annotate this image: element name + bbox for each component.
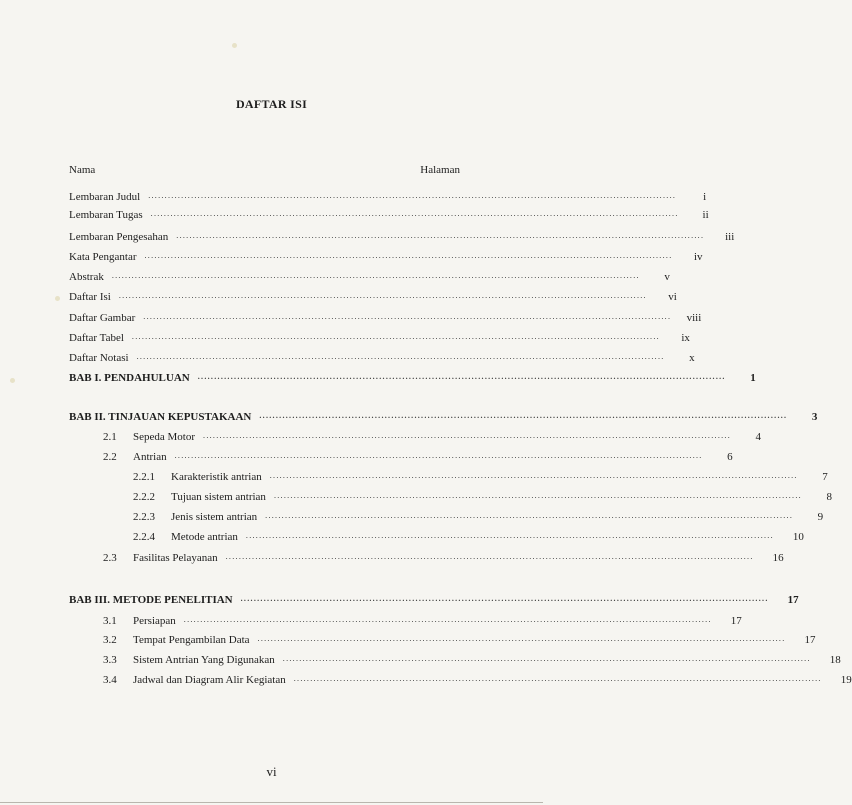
toc-entry-page: x [689,352,695,364]
toc-entry-label: Karakteristik antrian [171,471,262,483]
toc-entry [69,230,735,244]
toc-leader-dots: ................................................................................................................................................................ [111,271,640,280]
toc-entry-number: 2.2.4 [133,531,155,543]
toc-leader-dots: ................................................................................................................................................................ [240,594,769,603]
toc-leader-dots: ................................................................................................................................................................ [118,291,647,300]
toc-entry-number: 3.1 [103,615,117,627]
toc-entry-page: 10 [792,531,804,543]
toc-entry-page: ix [681,332,690,344]
toc-entry-label: Daftar Notasi [69,352,129,364]
toc-leader-dots: ................................................................................................................................................................ [269,471,798,480]
toc-entry [69,351,695,365]
toc-entry [69,208,709,222]
toc-section-entry [103,450,733,464]
toc-entry [69,331,690,345]
toc-entry-label: Lembaran Judul [69,191,141,203]
toc-entry-number: 2.2 [103,451,117,463]
toc-entry-label: Abstrak [69,271,104,283]
toc-leader-dots: ................................................................................................................................................................ [136,352,665,361]
toc-entry-label: Antrian [133,451,167,463]
toc-header-name: Nama [69,164,96,176]
toc-header-row [69,164,460,176]
toc-leader-dots: ................................................................................................................................................................ [131,332,660,341]
toc-leader-dots: ................................................................................................................................................................ [197,372,726,381]
page-number-footer: vi [266,764,277,779]
toc-entry-label: Sepeda Motor [133,431,196,443]
toc-entry [69,270,670,284]
toc-chapter-entry [69,593,799,607]
toc-entry-label: Kata Pengantar [69,251,137,263]
scan-speck [232,43,237,48]
toc-entry-label: Persiapan [133,615,176,627]
toc-subsection-entry [133,510,824,524]
toc-entry-label: Daftar Gambar [69,312,136,324]
toc-entry-label: Jadwal dan Diagram Alir Kegiatan [133,674,286,686]
toc-entry-page: ii [702,209,709,221]
toc-entry-page: iv [693,251,703,263]
toc-entry-label: Tempat Pengambilan Data [133,634,250,646]
toc-entry-number: 2.2.2 [133,491,155,503]
toc-subsection-entry [133,530,804,544]
toc-entry-page: 19 [840,674,852,686]
toc-entry [69,250,703,264]
toc-entry-page: 16 [772,552,784,564]
toc-leader-dots: ................................................................................................................................................................ [176,231,705,240]
toc-entry-page: 3 [811,411,818,423]
toc-entry-number: 2.3 [103,552,117,564]
toc-entry-page: v [664,271,670,283]
toc-entry-label: BAB II. TINJAUAN KEPUSTAKAAN [69,411,252,423]
toc-entry-number: 2.2.1 [133,471,155,483]
toc-entry-number: 3.2 [103,634,117,646]
toc-entry-page: 9 [817,511,824,523]
toc-entry [69,290,677,304]
toc-entry-page: vi [668,291,677,303]
toc-leader-dots: ................................................................................................................................................................ [143,312,672,321]
toc-entry-label: Metode antrian [171,531,238,543]
toc-leader-dots: ................................................................................................................................................................ [144,251,673,260]
toc-entry-page: 17 [787,594,799,606]
toc-entry-page: 17 [730,615,742,627]
toc-entry-page: iii [725,231,735,243]
toc-leader-dots: ................................................................................................................................................................ [174,451,703,460]
toc-leader-dots: ................................................................................................................................................................ [273,491,802,500]
toc-entry-page: 4 [755,431,762,443]
toc-leader-dots: ................................................................................................................................................................ [257,634,786,643]
toc-section-entry [103,551,784,565]
toc-leader-dots: ................................................................................................................................................................ [148,191,677,200]
toc-entry-page: viii [686,312,702,324]
toc-leader-dots: ................................................................................................................................................................ [259,411,788,420]
scan-speck [10,378,15,383]
toc-section-entry [103,653,841,667]
toc-chapter-entry [69,371,756,385]
toc-leader-dots: ................................................................................................................................................................ [183,615,712,624]
toc-entry-label: Daftar Isi [69,291,111,303]
toc-entry-page: i [703,191,707,203]
toc-header-page: Halaman [420,164,460,176]
toc-entry-page: 1 [750,372,756,384]
toc-entry-label: Fasilitas Pelayanan [133,552,218,564]
toc-leader-dots: ................................................................................................................................................................ [282,654,811,663]
toc-leader-dots: ................................................................................................................................................................ [225,552,754,561]
toc-entry-number: 2.2.3 [133,511,155,523]
toc-entry-label: Tujuan sistem antrian [171,491,266,503]
toc-entry-label: Daftar Tabel [69,332,124,344]
toc-chapter-entry [69,410,818,424]
toc-entry-label: Lembaran Tugas [69,209,143,221]
toc-subsection-entry [133,470,828,484]
toc-entry [69,190,707,204]
toc-entry-page: 6 [727,451,733,463]
toc-entry-page: 18 [829,654,841,666]
toc-section-entry [103,614,742,628]
toc-section-entry [103,430,762,444]
toc-section-entry [103,633,816,647]
toc-leader-dots: ................................................................................................................................................................ [203,431,732,440]
toc-entry-label: BAB I. PENDAHULUAN [69,372,190,384]
toc-entry-number: 2.1 [103,431,117,443]
page-title: DAFTAR ISI [235,97,308,111]
toc-entry-label: Lembaran Pengesahan [69,231,169,243]
toc-entry-label: Jenis sistem antrian [171,511,258,523]
toc-entry-page: 7 [822,471,828,483]
scan-speck [55,296,60,301]
toc-entry-page: 17 [804,634,816,646]
toc-entry-number: 3.3 [103,654,117,666]
toc-leader-dots: ................................................................................................................................................................ [150,209,679,218]
toc-leader-dots: ................................................................................................................................................................ [245,531,774,540]
toc-entry-page: 8 [826,491,832,503]
toc-entry [69,311,702,325]
scan-edge-line [0,802,543,803]
toc-subsection-entry [133,490,832,504]
toc-entry-label: Sistem Antrian Yang Digunakan [133,654,275,666]
toc-section-entry [103,673,852,687]
toc-leader-dots: ................................................................................................................................................................ [265,511,794,520]
toc-entry-label: BAB III. METODE PENELITIAN [69,594,233,606]
toc-entry-number: 3.4 [103,674,117,686]
toc-leader-dots: ................................................................................................................................................................ [293,674,822,683]
